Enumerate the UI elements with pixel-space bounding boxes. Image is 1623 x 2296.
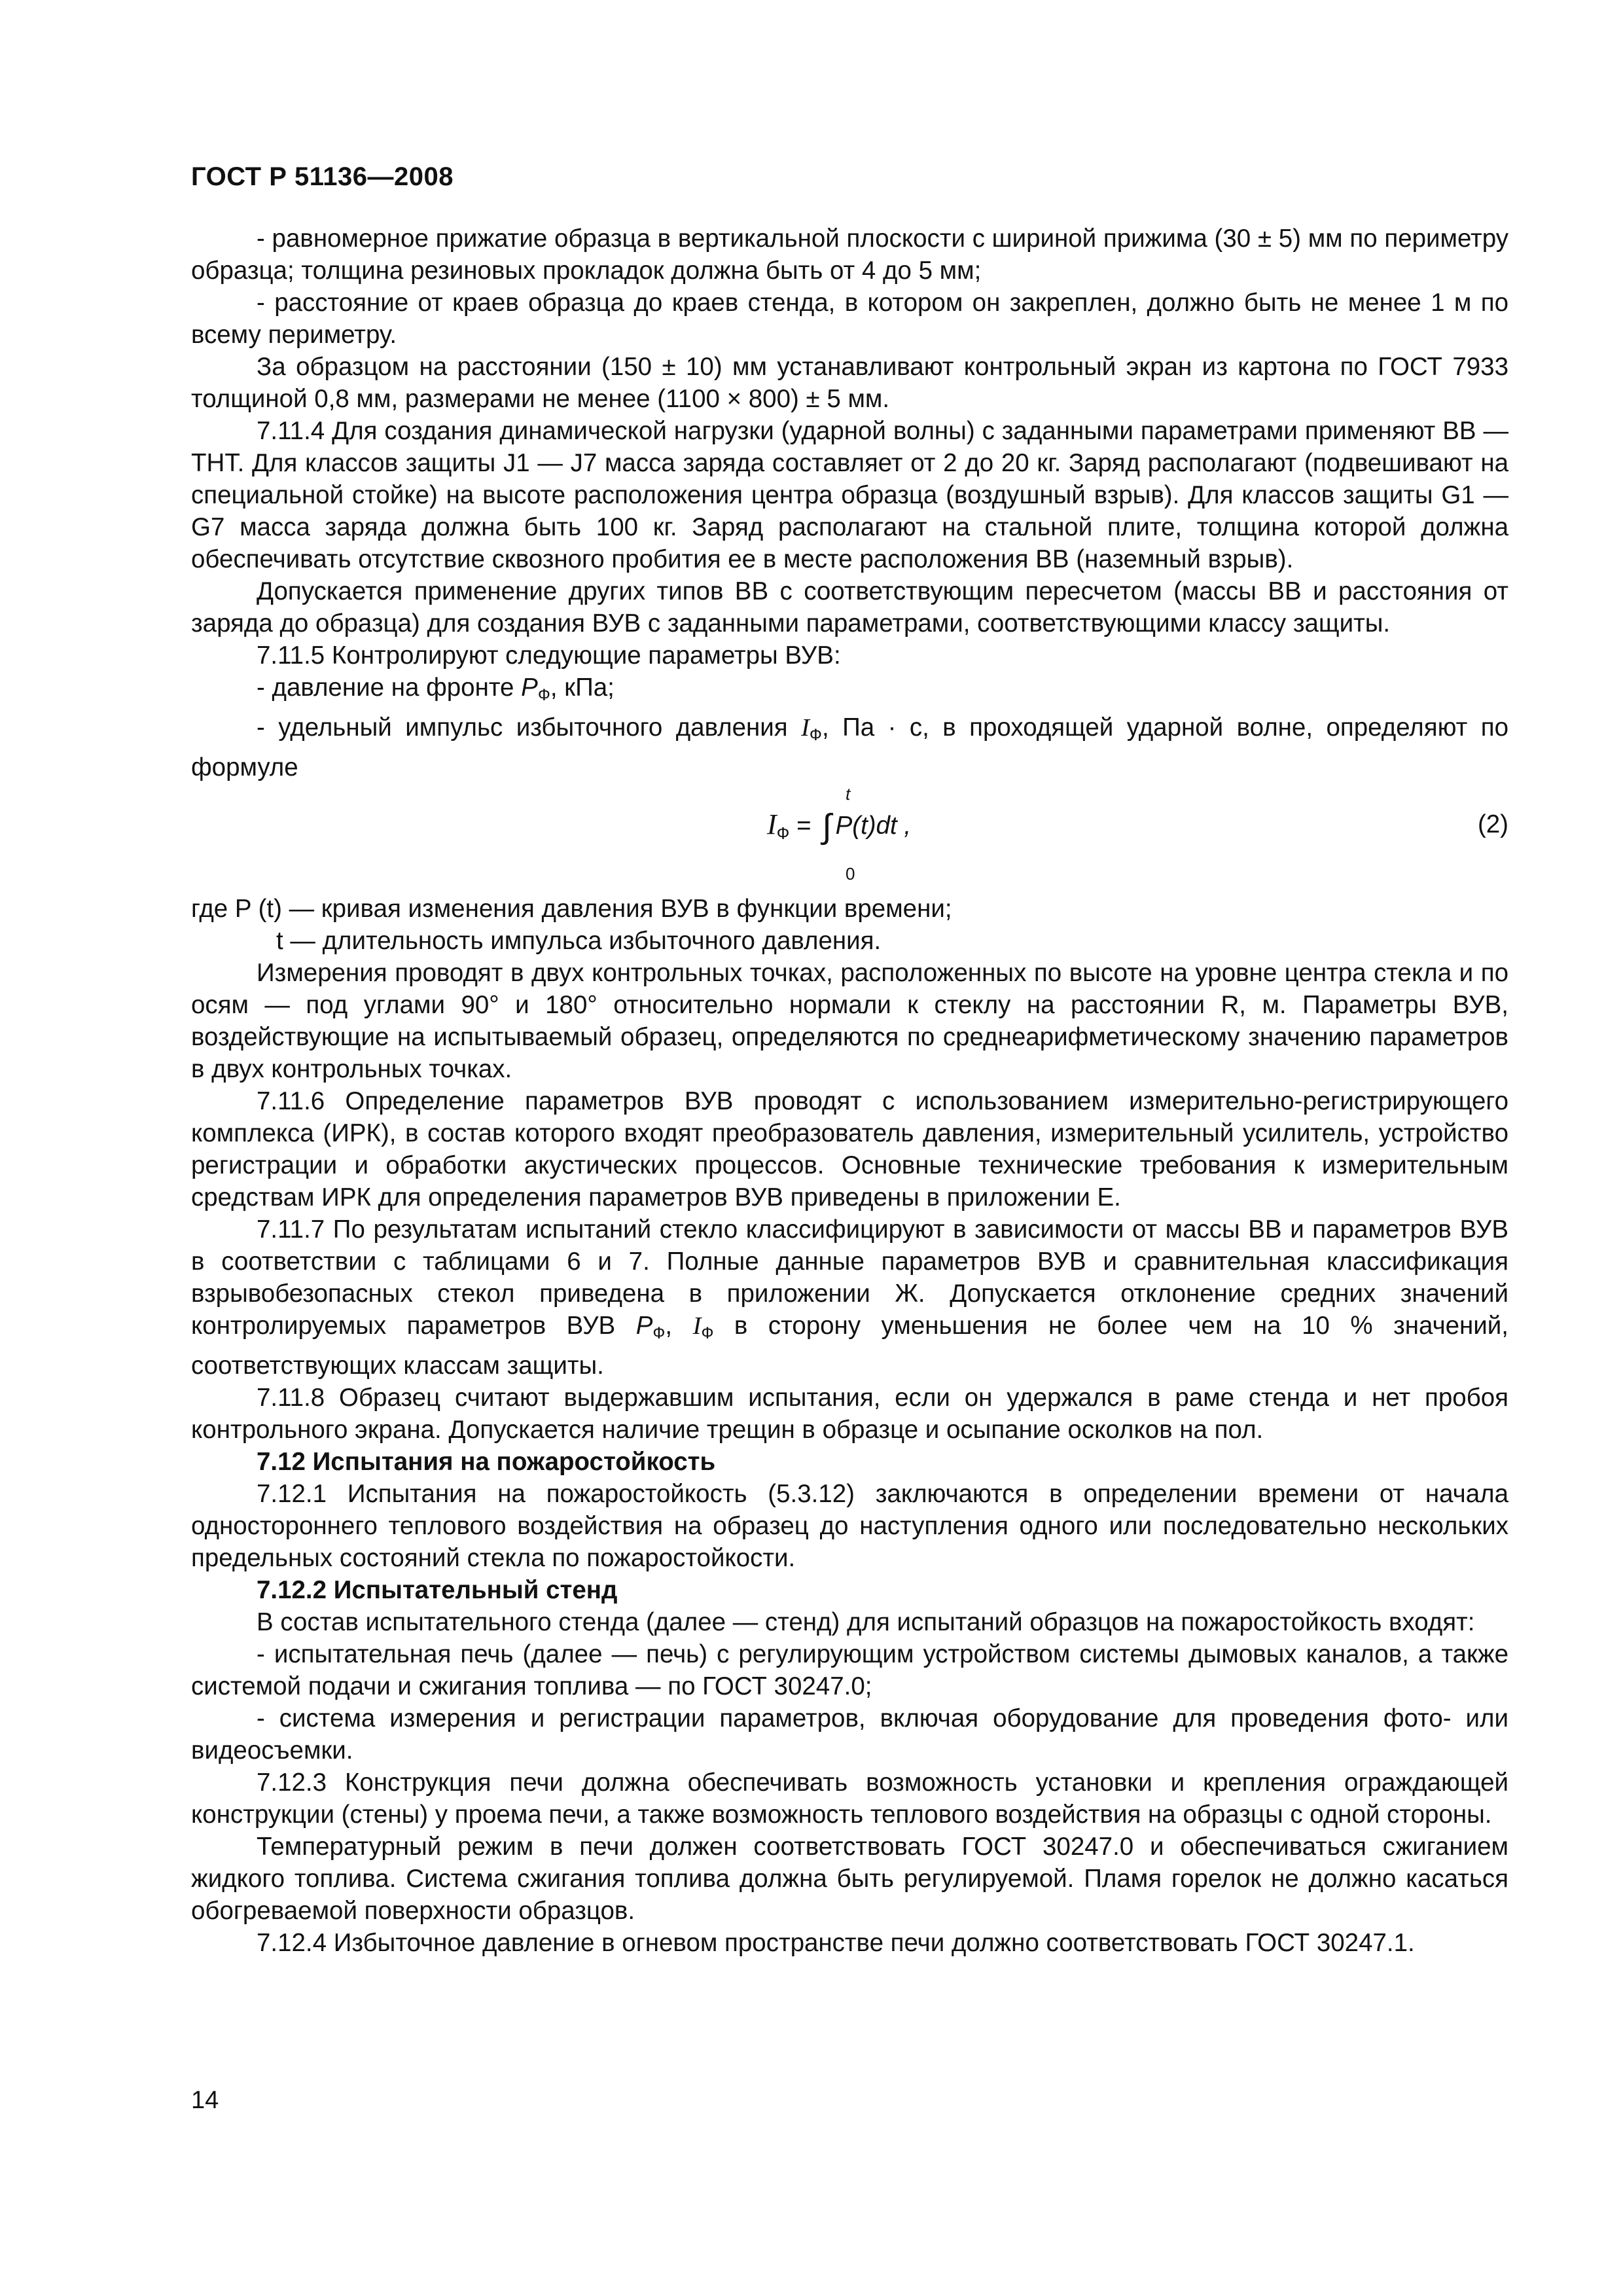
- impulse-symbol: I: [692, 1312, 702, 1340]
- paragraph: 7.12.4 Избыточное давление в огневом пространстве печи должно соответствовать ГОСТ 30247.1.: [257, 1929, 1415, 1957]
- pressure-subscript: Ф: [537, 686, 550, 704]
- impulse-subscript: Ф: [701, 1324, 714, 1342]
- integral-sign: ∫: [822, 808, 832, 846]
- paragraph: Температурный режим в печи должен соответствовать ГОСТ 30247.0 и обеспечиваться сжиганием жидкого топлива. Система сжигания топлива должна быть регулируемой. Пламя горелок не должно касаться обогреваемой поверхности образцов.: [191, 1833, 1508, 1925]
- page-body: [191, 223, 1508, 1959]
- paragraph-text: 7.11.7 По результатам испытаний стекло классифицируют в зависимости от массы ВВ и параметров ВУВ в соответствии с таблицами 6 и 7. Полные данные параметров ВУВ и сравнительная классификация взрывобезопасных стекол приведена в приложении Ж. Допускается отклонение средних значений контролируемых параметров ВУВ: [191, 1215, 1508, 1340]
- paragraph: - равномерное прижатие образца в вертикальной плоскости с шириной прижима (30 ± 5) мм по периметру образца; толщина резиновых прокладок должна быть от 4 до 5 мм;: [191, 224, 1508, 285]
- paragraph: В состав испытательного стенда (далее — стенд) для испытаний образцов на пожаростойкость входят:: [257, 1608, 1475, 1636]
- paragraph-7-11-7: [191, 1213, 1508, 1382]
- formula-number: (2): [1477, 810, 1508, 838]
- paragraph: 7.11.5 Контролируют следующие параметры ВУВ:: [257, 641, 841, 670]
- pressure-item: [191, 672, 1508, 711]
- pressure-symbol: P: [521, 673, 538, 702]
- paragraph: - система измерения и регистрации параметров, включая оборудование для проведения фото- или видеосъемки.: [191, 1704, 1508, 1765]
- paragraph: - испытательная печь (далее — печь) с регулирующим устройством системы дымовых каналов, а также системой подачи и сжигания топлива — по ГОСТ 30247.0;: [191, 1640, 1508, 1700]
- paragraph: 7.11.8 Образец считают выдержавшим испытания, если он удержался в раме стенда и нет пробоя контрольного экрана. Допускается наличие трещин в образце и осыпание осколков на пол.: [191, 1384, 1508, 1444]
- impulse-item: [191, 711, 1508, 783]
- where-line: t — длительность импульса избыточного давления.: [276, 927, 882, 955]
- impulse-symbol: I: [801, 714, 810, 742]
- formula-2: [191, 786, 1508, 888]
- impulse-item-tail: , Па · с, в проходящей ударной волне, определяют по формуле: [191, 713, 1508, 781]
- paragraph: - расстояние от краев образца до краев стенда, в котором он закреплен, должно быть не менее 1 м по всему периметру.: [191, 289, 1508, 349]
- section-heading-7-12-2: 7.12.2 Испытательный стенд: [257, 1576, 618, 1604]
- paragraph: Допускается применение других типов ВВ с соответствующим пересчетом (массы ВВ и расстояния от заряда до образца) для создания ВУВ с заданными параметрами, соответствующими классу защиты.: [191, 577, 1508, 637]
- pressure-subscript: Ф: [652, 1324, 666, 1342]
- formula-lhs: I: [767, 808, 777, 840]
- formula-integrand: P(t)dt ,: [835, 812, 912, 840]
- paragraph: 7.11.4 Для создания динамической нагрузки (ударной волны) с заданными параметрами применяют ВВ — ТНТ. Для классов защиты J1 — J7 масса заряда составляет от 2 до 20 кг. Заряд располагают (подвешивают на специальной стойке) на высоте расположения центра образца (воздушный взрыв). Для классов защиты G1 — G7 масса заряда должна быть 100 кг. Заряд располагают на стальной плите, толщина которой должна обеспечивать отсутствие сквозного пробития ее в месте расположения ВВ (наземный взрыв).: [191, 417, 1508, 573]
- impulse-subscript: Ф: [809, 726, 822, 744]
- formula-equals: =: [789, 812, 819, 840]
- section-heading-7-12: 7.12 Испытания на пожаростойкость: [257, 1448, 716, 1476]
- paragraph: 7.12.3 Конструкция печи должна обеспечивать возможность установки и крепления ограждающей конструкции (стены) у проема печи, а также возможность теплового воздействия на образцы с одной стороны.: [191, 1768, 1508, 1829]
- integral-lower-limit: 0: [846, 864, 855, 884]
- pressure-symbol: P: [635, 1312, 653, 1340]
- paragraph: Измерения проводят в двух контрольных точках, расположенных по высоте на уровне центра стекла и по осям — под углами 90° и 180° относительно нормали к стеклу на расстоянии R, м. Параметры ВУВ, воздействующие на испытываемый образец, определяются по среднеарифметическому значению параметров в двух контрольных точках.: [191, 959, 1508, 1083]
- document-header: ГОСТ Р 51136—2008: [191, 162, 454, 191]
- page-number: 14: [191, 2087, 219, 2114]
- paragraph: За образцом на расстоянии (150 ± 10) мм устанавливают контрольный экран из картона по ГОСТ 7933 толщиной 0,8 мм, размерами не менее (1100 × 800) ± 5 мм.: [191, 353, 1508, 413]
- pressure-item-text: - давление на фронте: [257, 673, 522, 702]
- formula-expression: [767, 808, 911, 850]
- integral-upper-limit: t: [846, 784, 851, 804]
- pressure-item-unit: , кПа;: [550, 673, 615, 702]
- paragraph: 7.11.6 Определение параметров ВУВ проводят с использованием измерительно-регистрирующего комплекса (ИРК), в состав которого входят преобразователь давления, измерительный усилитель, устройство регистрации и обработки акустических процессов. Основные технические требования к измерительным средствам ИРК для определения параметров ВУВ приведены в приложении Е.: [191, 1087, 1508, 1211]
- paragraph: 7.12.1 Испытания на пожаростойкость (5.3.12) заключаются в определении времени от начала одностороннего теплового воздействия на образец до наступления одного или последовательно нескольких предельных состояний стекла по пожаростойкости.: [191, 1480, 1508, 1572]
- symbol-separator: ,: [665, 1312, 693, 1340]
- impulse-item-text: - удельный импульс избыточного давления: [257, 713, 802, 742]
- paragraph-text-tail: в сторону уменьшения не более чем на 10 % значений, соответствующих классам защиты.: [191, 1312, 1509, 1380]
- formula-lhs-subscript: Ф: [776, 823, 790, 843]
- where-line: где P (t) — кривая изменения давления ВУВ в функции времени;: [191, 895, 952, 923]
